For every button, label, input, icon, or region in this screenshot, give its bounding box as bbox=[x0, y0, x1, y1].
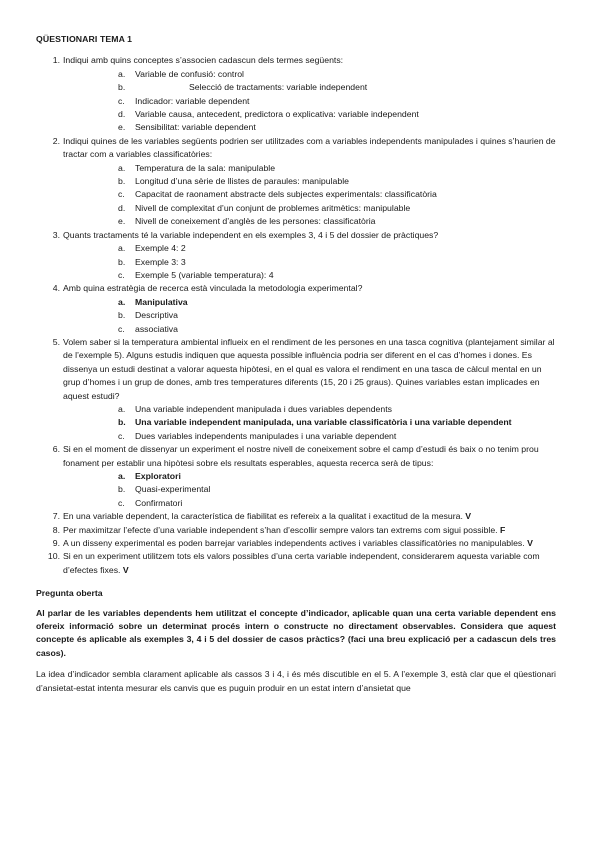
answer-mark: F bbox=[500, 524, 506, 535]
question-4 bbox=[36, 282, 556, 336]
question-8 bbox=[36, 524, 556, 537]
option-text: Temperatura de la sala: manipulable bbox=[135, 162, 276, 173]
option-item bbox=[63, 188, 556, 201]
question-number: 7. bbox=[52, 511, 60, 522]
question-text: Indiqui amb quins conceptes s’associen cadascun dels termes següents: bbox=[63, 55, 344, 66]
option-letter: c. bbox=[118, 189, 125, 200]
option-text: Exploratori bbox=[135, 471, 181, 481]
option-list bbox=[63, 403, 556, 443]
option-letter: b. bbox=[118, 417, 126, 428]
option-letter: e. bbox=[118, 216, 126, 227]
answer-mark: V bbox=[527, 538, 533, 549]
option-letter: a. bbox=[118, 243, 126, 254]
open-question-text: Al parlar de les variables dependents hem utilitzat el concepte d’indicador, aplicable quan una certa variable dependent ens ofereix informació sobre un determinat procés intern o constructe no directament observables. Considera que aquest concepte és aplicable als exemples 3, 4 i 5 del dossier de casos pràctics? (faci una breu explicació per a cadascun dels tres casos). bbox=[36, 607, 556, 658]
option-item bbox=[63, 121, 556, 134]
question-5 bbox=[36, 336, 556, 443]
option-text: Variable de confusió: control bbox=[135, 68, 244, 79]
option-text: Capacitat de raonament abstracte dels subjectes experimentals: classificatòria bbox=[135, 189, 437, 200]
option-list bbox=[63, 296, 556, 336]
option-letter: b. bbox=[118, 256, 126, 267]
question-number: 5. bbox=[52, 336, 60, 347]
option-item bbox=[63, 497, 556, 510]
option-item-correct bbox=[63, 470, 556, 483]
option-item bbox=[63, 309, 556, 322]
option-text: Nivell de complexitat d’un conjunt de problemes aritmètics: manipulable bbox=[135, 202, 411, 213]
question-9 bbox=[36, 537, 556, 550]
option-item bbox=[63, 68, 556, 81]
option-item bbox=[63, 323, 556, 336]
question-7 bbox=[36, 510, 556, 523]
option-text: Variable causa, antecedent, predictora o explicativa: variable independent bbox=[135, 109, 419, 120]
option-letter: c. bbox=[118, 323, 125, 334]
question-number: 10. bbox=[47, 551, 60, 562]
option-text: Una variable independent manipulada i dues variables dependents bbox=[135, 403, 392, 414]
option-item bbox=[63, 256, 556, 269]
option-letter: e. bbox=[118, 122, 126, 133]
option-item-correct bbox=[63, 416, 556, 429]
option-text: Exemple 3: 3 bbox=[135, 256, 186, 267]
question-number: 8. bbox=[52, 524, 60, 535]
answer-mark: V bbox=[122, 564, 129, 575]
document-title: QÜESTIONARI TEMA 1 bbox=[36, 34, 133, 44]
option-item-correct bbox=[63, 296, 556, 309]
option-letter: c. bbox=[118, 497, 125, 508]
option-item bbox=[63, 81, 556, 94]
option-text: Nivell de coneixement d’anglès de les persones: classificatòria bbox=[135, 216, 376, 227]
option-letter: a. bbox=[118, 471, 126, 481]
option-letter: b. bbox=[118, 310, 126, 321]
option-list bbox=[63, 470, 556, 510]
option-list bbox=[63, 242, 556, 282]
option-text: Indicador: variable dependent bbox=[135, 95, 250, 106]
option-letter: c. bbox=[118, 95, 125, 106]
option-letter: d. bbox=[118, 109, 126, 120]
question-text: A un disseny experimental es poden barrejar variables independents actives i variables classificatòries no manipulables. bbox=[63, 538, 525, 549]
question-number: 3. bbox=[52, 229, 60, 240]
option-letter: b. bbox=[118, 82, 126, 93]
option-text: associativa bbox=[135, 323, 178, 334]
question-number: 2. bbox=[52, 135, 60, 146]
question-text: Volem saber si la temperatura ambiental influeix en el rendiment de les persones en una tasca cognitiva (plantejament similar al de l’exemple 5). Alguns estudis indiquen que aquesta possible influència podria ser diferent en el cas d’homes i dones. Es dissenya un estudi destinat a valorar aquesta hipòtesi, en el qual es valora el rendiment en una tasca de càlcul mental en un grup d’homes i un grup de dones, amb tres temperatures diferents (15, 20 i 25 graus). Quines variables estan implicades en aquest estudi? bbox=[63, 336, 555, 401]
question-text: Amb quina estratègia de recerca està vinculada la metodologia experimental? bbox=[63, 283, 363, 294]
option-item bbox=[63, 175, 556, 188]
option-item bbox=[63, 95, 556, 108]
option-item bbox=[63, 483, 556, 496]
option-item bbox=[63, 269, 556, 282]
option-text: Dues variables independents manipulades i una variable dependent bbox=[135, 430, 397, 441]
question-text: Per maximitzar l’efecte d’una variable independent s’han d’escollir sempre valors tan extrems com sigui possible. bbox=[63, 524, 498, 535]
option-item bbox=[63, 403, 556, 416]
option-item bbox=[63, 215, 556, 228]
question-10 bbox=[36, 550, 556, 577]
open-question-answer: La idea d’indicador sembla clarament aplicable als cassos 3 i 4, i és més discutible en el 5. A l’exemple 3, està clar que el qüestionari d’ansietat-estat intenta mesurar els canvis que es puguin produir en un estat intern d’ansietat que bbox=[36, 669, 556, 693]
option-text: Manipulativa bbox=[135, 296, 188, 307]
question-1 bbox=[36, 54, 556, 134]
option-letter: a. bbox=[118, 162, 126, 173]
question-number: 1. bbox=[52, 55, 60, 66]
option-text: Selecció de tractaments: variable independent bbox=[189, 82, 368, 93]
option-letter: c. bbox=[118, 430, 125, 441]
question-number: 4. bbox=[52, 283, 60, 294]
option-text: Sensibilitat: variable dependent bbox=[135, 122, 256, 133]
question-6 bbox=[36, 443, 556, 510]
option-item bbox=[63, 202, 556, 215]
option-item bbox=[63, 242, 556, 255]
option-list bbox=[63, 162, 556, 229]
option-text: Confirmatori bbox=[135, 497, 183, 508]
option-letter: c. bbox=[118, 269, 125, 280]
question-text: Quants tractaments té la variable independent en els exemples 3, 4 i 5 del dossier de pràctiques? bbox=[63, 229, 439, 240]
option-letter: a. bbox=[118, 296, 126, 307]
option-list bbox=[63, 68, 556, 135]
question-2 bbox=[36, 135, 556, 229]
option-text: Una variable independent manipulada, una variable classificatòria i una variable dependent bbox=[135, 417, 512, 428]
question-text: En una variable dependent, la característica de fiabilitat es refereix a la qualitat i exactitud de la mesura. bbox=[63, 511, 463, 522]
option-text: Exemple 4: 2 bbox=[135, 243, 186, 254]
option-letter: d. bbox=[118, 202, 126, 213]
question-text: Si en un experiment utilitzem tots els valors possibles d’una certa variable independent, considerarem aquesta variable com d’efectes fixes. bbox=[63, 551, 540, 575]
option-item bbox=[63, 430, 556, 443]
option-text: Longitud d’una sèrie de llistes de paraules: manipulable bbox=[135, 176, 349, 187]
option-text: Exemple 5 (variable temperatura): 4 bbox=[135, 269, 274, 280]
question-3 bbox=[36, 229, 556, 283]
option-letter: a. bbox=[118, 403, 126, 414]
answer-mark: V bbox=[465, 511, 472, 522]
question-list bbox=[36, 54, 556, 577]
option-text: Descriptiva bbox=[135, 310, 178, 321]
question-text: Si en el moment de dissenyar un experiment el nostre nivell de coneixement sobre el camp d’estudi és baix o no tenim prou fonament per establir una hipòtesi sobre els resultats esperables, aquesta recerca serà de tipus: bbox=[63, 444, 539, 468]
option-item bbox=[63, 162, 556, 175]
question-number: 6. bbox=[52, 444, 60, 455]
option-text: Quasi-experimental bbox=[135, 484, 211, 495]
open-question-heading: Pregunta oberta bbox=[36, 588, 103, 599]
option-letter: b. bbox=[118, 176, 126, 187]
option-letter: a. bbox=[118, 68, 126, 79]
option-letter: b. bbox=[118, 484, 126, 495]
document-page bbox=[36, 33, 556, 695]
question-number: 9. bbox=[52, 538, 60, 549]
question-text: Indiqui quines de les variables següents podrien ser utilitzades com a variables independents manipulades i quines s’haurien de tractar com a variables classificatòries: bbox=[63, 135, 556, 160]
option-item bbox=[63, 108, 556, 121]
